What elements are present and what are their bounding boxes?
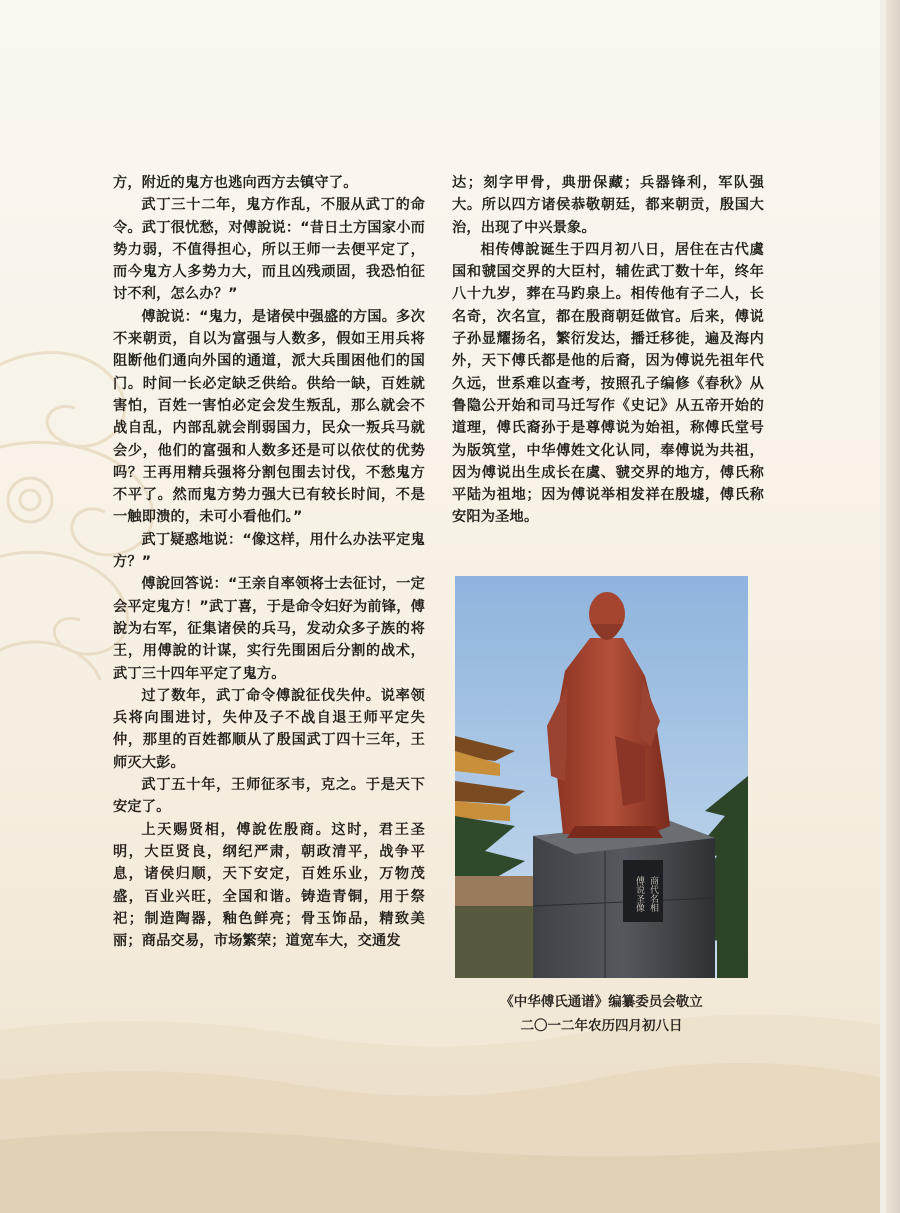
paragraph: 上天赐贤相，傅說佐殷商。这时，君王圣明，大臣贤良，纲纪严肃，朝政清平，战争平息，诸侯归顺，天下安定，百姓乐业，万物茂盛，百业兴旺，全国和谐。铸造青铜，用于祭祀；制造陶器，釉色鲜亮；骨玉饰品，精致美丽；商品交易，市场繁荣；道宽车大，交通发 (113, 821, 425, 950)
paragraph: 傅說说：“鬼力，是诸侯中强盛的方国。多次不来朝贡，自以为富强与人数多，假如王用兵将阻断他们通向外国的通道，派大兵围困他们的国门。时间一长必定缺乏供给。供给一缺，百姓就害怕，百姓一害怕必定会发生叛乱，那么就会不战自乱，内部乱就会削弱国力，民众一叛兵马就会少，他们的富强和人数多还是可以依仗的优势吗？王再用精兵强将分割包围去讨伐，不愁鬼方不平了。然而鬼方势力强大已有较长时间，不是一触即溃的，未可小看他们。” (113, 308, 425, 526)
plaque-text-1: 商代名相 (648, 876, 658, 912)
paragraph: 过了数年，武丁命令傅說征伐失仲。说率领兵将向围进讨，失仲及子不战自退王师平定失仲，那里的百姓都顺从了殷国武丁四十三年，王师灭大彭。 (113, 687, 425, 771)
paragraph: 武丁五十年，王师征豕韦，克之。于是天下安定了。 (113, 777, 425, 816)
paragraph: 方，附近的鬼方也逃向西方去镇守了。 (113, 175, 358, 191)
right-text-column (452, 172, 764, 529)
paragraph: 傅說回答说：“王亲自率领将士去征讨，一定会平定鬼方！”武丁喜，于是命令妇好为前锋，傅說为右军，征集诸侯的兵马，发动众多子族的将王，用傅說的计谋，实行先围困后分割的战术，武丁三十四年平定了鬼方。 (113, 576, 425, 682)
left-text-column (113, 172, 425, 952)
paragraph: 相传傅說诞生于四月初八日，居住在古代虞国和虢国交界的大臣村，辅佐武丁数十年，终年八十九岁，葬在马趵泉上。相传他有子二人，长名奇，次名宣，都在殷商朝廷做官。后来，傅说子孙显耀扬名，繁衍发达，播迁移徙，遍及海内外，天下傅氏都是他的后裔，因为傅说先祖年代久远，世系难以查考，按照孔子编修《春秋》从鲁隐公开始和司马迁写作《史记》从五帝开始的道理，傅氏裔孙于是尊傅说为始祖，称傅氏堂号为版筑堂，中华傅姓文化认同，奉傅说为共祖，因为傅说出生成长在虞、虢交界的地方，傅氏称平陆为祖地；因为傅说举相发祥在殷墟，傅氏称安阳为圣地。 (452, 241, 764, 526)
statue-illustration (455, 576, 748, 978)
paragraph: 达；刻字甲骨，典册保藏；兵器锋利，军队强大。所以四方诸侯恭敬朝廷，都来朝贡，殷国大治，出现了中兴景象。 (452, 175, 764, 236)
photo-caption-line1: 《中华傅氏通谱》编纂委员会敬立 (500, 994, 703, 1010)
paragraph: 武丁疑惑地说：“像这样，用什么办法平定鬼方？” (113, 531, 425, 571)
paragraph: 武丁三十二年，鬼方作乱，不服从武丁的命令。武丁很忧愁，对傅說说：“昔日土方国家小而势力弱，不值得担心，所以王师一去便平定了，而今鬼方人多势力大，而且凶残顽固，我恐怕征讨不利，怎么办？” (113, 197, 425, 303)
wave-background (0, 990, 900, 1213)
plaque-text-2: 傅说圣像 (634, 876, 644, 912)
page-edge (886, 0, 900, 1213)
photo-caption-line2: 二〇一二年农历四月初八日 (520, 1018, 683, 1034)
statue-photo (455, 576, 748, 978)
pedestal (533, 821, 715, 978)
